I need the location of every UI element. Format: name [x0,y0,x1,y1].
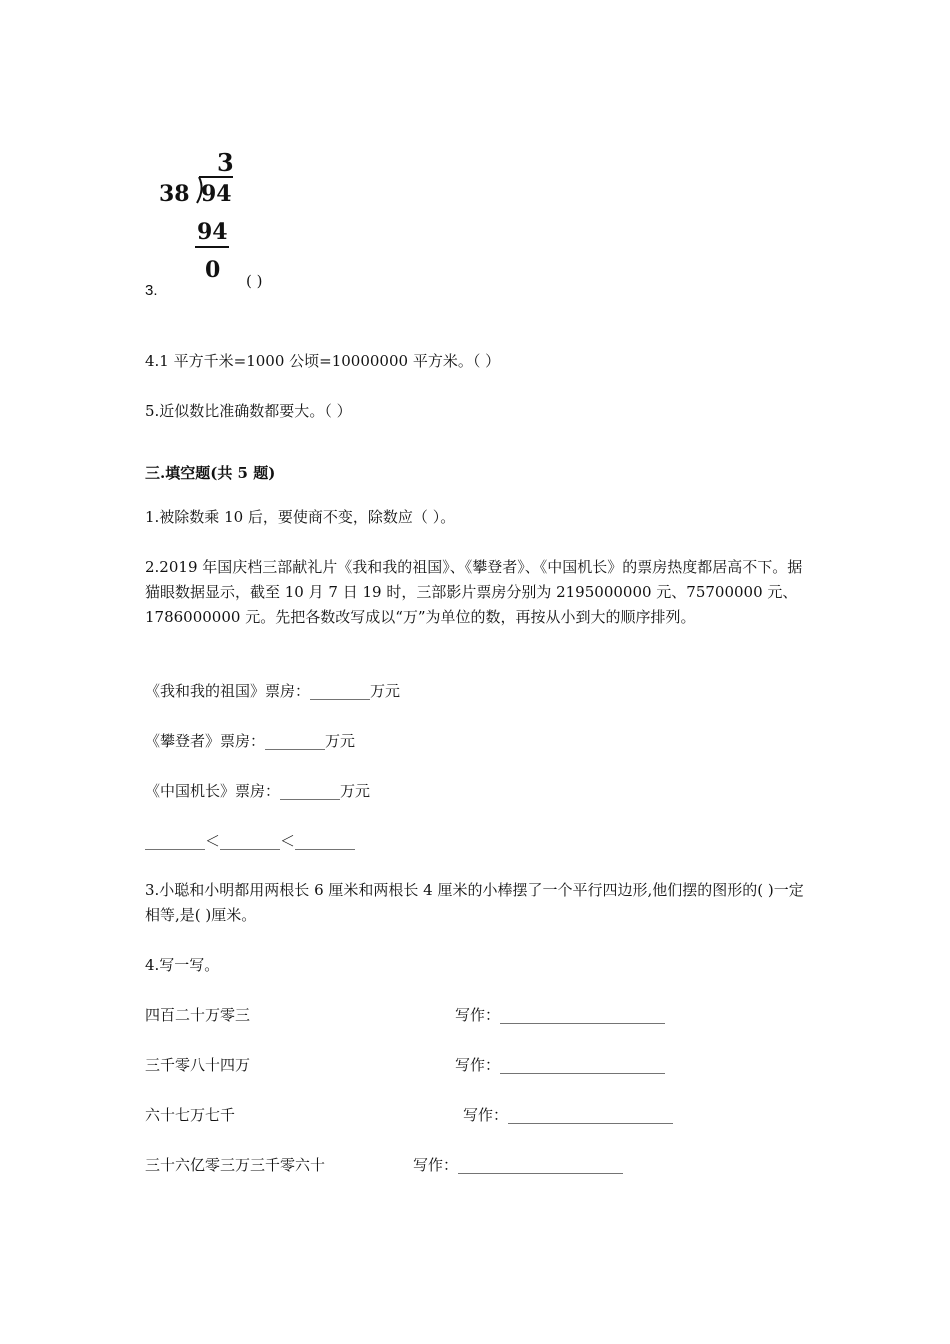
division-dividend: 94 [201,181,232,207]
division-remainder: 0 [205,257,221,283]
fill-q4-row-2-label: 三千零八十四万 [145,1056,251,1074]
fill-q2-line-2: 《攀登者》票房：________万元 [145,732,356,750]
fill-q2-line-3: 《中国机长》票房：________万元 [145,782,371,800]
judgement-q5: 5.近似数比准确数都要大。（ ） [145,402,352,420]
fill-q2-line-1: 《我和我的祖国》票房：________万元 [145,682,401,700]
judgement-q3-number: 3. [145,282,158,299]
judgement-q4: 4.1 平方千米=1000 公顷=10000000 平方米。（ ） [145,352,501,370]
fill-q1: 1.被除数乘 10 后，要使商不变，除数应（ ）。 [145,508,456,526]
fill-q2-order: ________＜________＜________ [145,832,356,850]
long-division-figure [155,145,245,285]
division-quotient: 3 [217,148,234,177]
fill-q4-row-3-write: 写作：______________________ [463,1106,674,1124]
fill-q4-row-1-label: 四百二十万零三 [145,1006,251,1024]
fill-q4-row-4-label: 三十六亿零三万三千零六十 [145,1156,326,1174]
fill-q4-row-2-write: 写作：______________________ [455,1056,666,1074]
fill-q4-title: 4.写一写。 [145,956,220,974]
judgement-q3-bracket: ( ) [246,272,263,290]
division-product: 94 [197,219,228,245]
fill-q2-text: 2.2019 年国庆档三部献礼片《我和我的祖国》、《攀登者》、《中国机长》的票房热度都居高不下。据猫眼数据显示，截至 10 月 7 日 19 时，三部影片票房分别为 2195000000 元、75700000 元、1786000000 元。先把各数改写成以“万”为单位的数，再按从小到大的顺序排列。 [145,558,803,626]
division-divisor: 38 [159,181,190,207]
fill-q4-row-1-write: 写作：______________________ [455,1006,666,1024]
fill-q4-row-3-label: 六十七万七千 [145,1106,236,1124]
section-heading-fill: 三.填空题(共 5 题) [145,464,276,482]
fill-q4-row-4-write: 写作：______________________ [413,1156,624,1174]
fill-q3: 3.小聪和小明都用两根长 6 厘米和两根长 4 厘米的小棒摆了一个平行四边形,他们摆的图形的( )一定相等,是( )厘米。 [145,881,804,924]
